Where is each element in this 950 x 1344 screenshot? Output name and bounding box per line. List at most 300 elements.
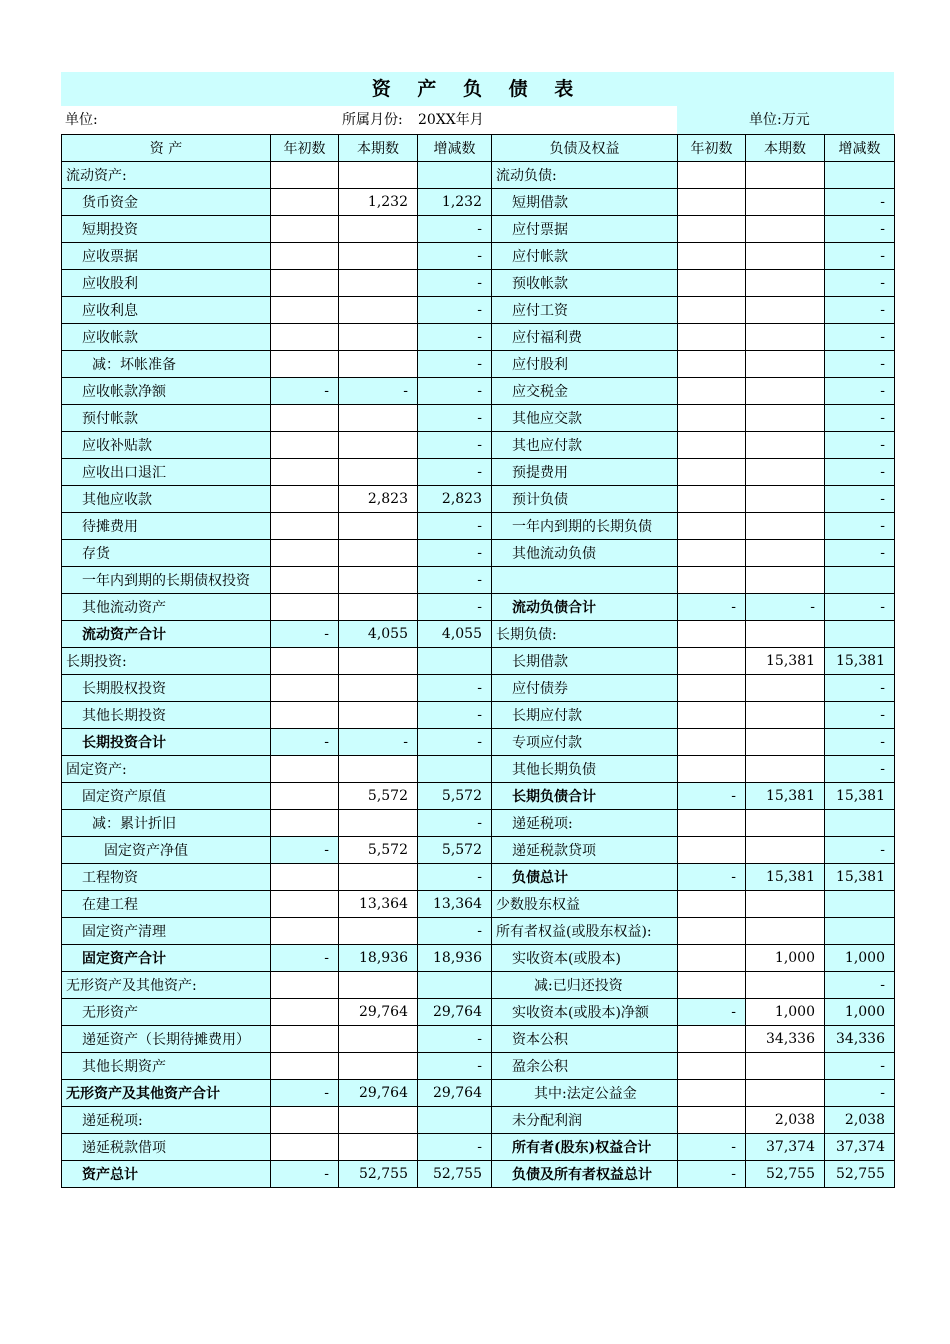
asset-current-value[interactable]: 52,755 bbox=[339, 1161, 418, 1188]
liability-change-value[interactable]: - bbox=[825, 432, 895, 459]
asset-change-value[interactable] bbox=[418, 756, 492, 783]
table-row bbox=[62, 729, 895, 756]
liability-change-value[interactable] bbox=[825, 567, 895, 594]
liability-begin-value[interactable] bbox=[678, 675, 746, 702]
liability-current-value[interactable] bbox=[746, 837, 825, 864]
table-row bbox=[62, 891, 895, 918]
asset-begin-value[interactable] bbox=[271, 297, 339, 324]
asset-change-value[interactable]: 29,764 bbox=[418, 1080, 492, 1107]
liability-current-value[interactable] bbox=[746, 621, 825, 648]
liability-current-value[interactable]: 1,000 bbox=[746, 945, 825, 972]
asset-change-value[interactable]: - bbox=[418, 378, 492, 405]
liability-change-value[interactable] bbox=[825, 810, 895, 837]
liability-begin-value[interactable] bbox=[678, 621, 746, 648]
liability-begin-value[interactable] bbox=[678, 270, 746, 297]
asset-current-value[interactable] bbox=[339, 513, 418, 540]
asset-begin-value[interactable] bbox=[271, 972, 339, 999]
asset-current-value[interactable] bbox=[339, 702, 418, 729]
asset-label: 递延税项: bbox=[62, 1107, 271, 1134]
liability-change-value[interactable]: 52,755 bbox=[825, 1161, 895, 1188]
liability-change-value[interactable]: - bbox=[825, 324, 895, 351]
liability-begin-value[interactable] bbox=[678, 405, 746, 432]
table-row bbox=[62, 1161, 895, 1188]
liability-label: 应付债券 bbox=[492, 675, 678, 702]
asset-begin-value[interactable] bbox=[271, 270, 339, 297]
liability-begin-value[interactable] bbox=[678, 162, 746, 189]
table-row bbox=[62, 756, 895, 783]
liability-change-value[interactable]: 2,038 bbox=[825, 1107, 895, 1134]
liability-begin-value[interactable] bbox=[678, 189, 746, 216]
asset-label: 减：累计折旧 bbox=[62, 810, 271, 837]
asset-current-value[interactable]: - bbox=[339, 378, 418, 405]
asset-current-value[interactable]: - bbox=[339, 729, 418, 756]
asset-current-value[interactable]: 29,764 bbox=[339, 999, 418, 1026]
asset-label: 递延税款借项 bbox=[62, 1134, 271, 1161]
asset-begin-value[interactable] bbox=[271, 459, 339, 486]
asset-change-value[interactable]: - bbox=[418, 297, 492, 324]
asset-begin-value[interactable] bbox=[271, 324, 339, 351]
asset-begin-value[interactable]: - bbox=[271, 837, 339, 864]
liability-current-value[interactable] bbox=[746, 810, 825, 837]
asset-current-value[interactable] bbox=[339, 297, 418, 324]
table-row bbox=[62, 432, 895, 459]
table-row bbox=[62, 675, 895, 702]
asset-change-value[interactable]: - bbox=[418, 243, 492, 270]
liability-current-value[interactable]: 15,381 bbox=[746, 648, 825, 675]
asset-current-value[interactable] bbox=[339, 972, 418, 999]
liability-begin-value[interactable] bbox=[678, 297, 746, 324]
liability-begin-value[interactable]: - bbox=[678, 1134, 746, 1161]
liability-change-value[interactable]: - bbox=[825, 351, 895, 378]
liability-current-value[interactable] bbox=[746, 243, 825, 270]
asset-change-value[interactable]: - bbox=[418, 1026, 492, 1053]
header-change: 增减数 bbox=[418, 135, 492, 162]
asset-current-value[interactable] bbox=[339, 648, 418, 675]
asset-begin-value[interactable]: - bbox=[271, 621, 339, 648]
asset-change-value[interactable]: - bbox=[418, 405, 492, 432]
liability-begin-value[interactable] bbox=[678, 459, 746, 486]
asset-change-value[interactable]: - bbox=[418, 324, 492, 351]
liability-change-value[interactable]: 1,000 bbox=[825, 945, 895, 972]
asset-change-value[interactable]: - bbox=[418, 594, 492, 621]
liability-begin-value[interactable] bbox=[678, 756, 746, 783]
sheet-title: 资 产 负 债 表 bbox=[61, 72, 894, 106]
liability-current-value[interactable] bbox=[746, 675, 825, 702]
table-body bbox=[62, 162, 895, 1188]
liability-begin-value[interactable] bbox=[678, 432, 746, 459]
table-row bbox=[62, 837, 895, 864]
asset-begin-value[interactable] bbox=[271, 1134, 339, 1161]
asset-begin-value[interactable] bbox=[271, 1026, 339, 1053]
asset-label: 工程物资 bbox=[62, 864, 271, 891]
header-change-2: 增减数 bbox=[825, 135, 895, 162]
asset-begin-value[interactable] bbox=[271, 918, 339, 945]
asset-change-value[interactable]: - bbox=[418, 1134, 492, 1161]
asset-change-value[interactable] bbox=[418, 648, 492, 675]
asset-current-value[interactable] bbox=[339, 459, 418, 486]
liability-label: 长期应付款 bbox=[492, 702, 678, 729]
liability-begin-value[interactable]: - bbox=[678, 999, 746, 1026]
liability-label: 长期借款 bbox=[492, 648, 678, 675]
liability-change-value[interactable]: - bbox=[825, 540, 895, 567]
liability-change-value[interactable]: - bbox=[825, 837, 895, 864]
asset-change-value[interactable]: - bbox=[418, 270, 492, 297]
asset-current-value[interactable] bbox=[339, 162, 418, 189]
table-row bbox=[62, 648, 895, 675]
liability-change-value[interactable]: - bbox=[825, 1080, 895, 1107]
asset-begin-value[interactable] bbox=[271, 891, 339, 918]
liability-change-value[interactable]: - bbox=[825, 594, 895, 621]
liability-current-value[interactable] bbox=[746, 459, 825, 486]
liability-begin-value[interactable] bbox=[678, 243, 746, 270]
liability-change-value[interactable]: - bbox=[825, 189, 895, 216]
period-value[interactable]: 20XX年月 bbox=[414, 106, 677, 134]
liability-current-value[interactable] bbox=[746, 162, 825, 189]
liability-begin-value[interactable] bbox=[678, 378, 746, 405]
asset-current-value[interactable]: 29,764 bbox=[339, 1080, 418, 1107]
liability-current-value[interactable]: 15,381 bbox=[746, 783, 825, 810]
liability-change-value[interactable]: 37,374 bbox=[825, 1134, 895, 1161]
liability-begin-value[interactable]: - bbox=[678, 783, 746, 810]
header-begin-2: 年初数 bbox=[678, 135, 746, 162]
asset-label: 一年内到期的长期债权投资 bbox=[62, 567, 271, 594]
liability-current-value[interactable] bbox=[746, 729, 825, 756]
asset-begin-value[interactable] bbox=[271, 594, 339, 621]
liability-current-value[interactable]: 1,000 bbox=[746, 999, 825, 1026]
liability-current-value[interactable] bbox=[746, 972, 825, 999]
liability-begin-value[interactable] bbox=[678, 540, 746, 567]
asset-label: 固定资产: bbox=[62, 756, 271, 783]
asset-current-value[interactable]: 18,936 bbox=[339, 945, 418, 972]
asset-current-value[interactable] bbox=[339, 675, 418, 702]
asset-label: 其他流动资产 bbox=[62, 594, 271, 621]
table-row bbox=[62, 378, 895, 405]
liability-change-value[interactable]: - bbox=[825, 270, 895, 297]
liability-label: 实收资本(或股本) bbox=[492, 945, 678, 972]
liability-current-value[interactable] bbox=[746, 540, 825, 567]
table-row bbox=[62, 270, 895, 297]
asset-begin-value[interactable] bbox=[271, 864, 339, 891]
asset-current-value[interactable] bbox=[339, 594, 418, 621]
asset-current-value[interactable] bbox=[339, 1107, 418, 1134]
asset-change-value[interactable]: - bbox=[418, 540, 492, 567]
table-row bbox=[62, 1026, 895, 1053]
liability-current-value[interactable] bbox=[746, 486, 825, 513]
asset-label: 减：坏帐准备 bbox=[62, 351, 271, 378]
meta-row bbox=[61, 106, 894, 134]
liability-current-value[interactable] bbox=[746, 432, 825, 459]
liability-change-value[interactable]: 34,336 bbox=[825, 1026, 895, 1053]
liability-label: 所有者权益(或股东权益): bbox=[492, 918, 678, 945]
liability-change-value[interactable]: - bbox=[825, 972, 895, 999]
liability-label: 其他长期负债 bbox=[492, 756, 678, 783]
asset-change-value[interactable]: - bbox=[418, 864, 492, 891]
asset-begin-value[interactable] bbox=[271, 783, 339, 810]
asset-change-value[interactable] bbox=[418, 1107, 492, 1134]
asset-change-value[interactable]: 29,764 bbox=[418, 999, 492, 1026]
table-row bbox=[62, 1134, 895, 1161]
asset-current-value[interactable] bbox=[339, 243, 418, 270]
asset-begin-value[interactable] bbox=[271, 567, 339, 594]
asset-current-value[interactable] bbox=[339, 432, 418, 459]
liability-begin-value[interactable] bbox=[678, 918, 746, 945]
liability-change-value[interactable] bbox=[825, 621, 895, 648]
asset-current-value[interactable] bbox=[339, 270, 418, 297]
liability-change-value[interactable] bbox=[825, 891, 895, 918]
liability-change-value[interactable]: 15,381 bbox=[825, 648, 895, 675]
liability-current-value[interactable]: 34,336 bbox=[746, 1026, 825, 1053]
liability-change-value[interactable]: - bbox=[825, 216, 895, 243]
liability-begin-value[interactable] bbox=[678, 945, 746, 972]
liability-change-value[interactable]: 1,000 bbox=[825, 999, 895, 1026]
asset-begin-value[interactable] bbox=[271, 810, 339, 837]
liability-current-value[interactable] bbox=[746, 567, 825, 594]
liability-begin-value[interactable] bbox=[678, 729, 746, 756]
liability-begin-value[interactable]: - bbox=[678, 1161, 746, 1188]
asset-change-value[interactable]: - bbox=[418, 351, 492, 378]
liability-current-value[interactable] bbox=[746, 918, 825, 945]
asset-change-value[interactable]: - bbox=[418, 513, 492, 540]
asset-current-value[interactable] bbox=[339, 756, 418, 783]
asset-begin-value[interactable]: - bbox=[271, 1161, 339, 1188]
asset-label: 无形资产及其他资产: bbox=[62, 972, 271, 999]
liability-begin-value[interactable] bbox=[678, 972, 746, 999]
asset-change-value[interactable]: - bbox=[418, 918, 492, 945]
liability-begin-value[interactable] bbox=[678, 486, 746, 513]
liability-begin-value[interactable] bbox=[678, 702, 746, 729]
asset-begin-value[interactable]: - bbox=[271, 1080, 339, 1107]
asset-label: 固定资产原值 bbox=[62, 783, 271, 810]
asset-begin-value[interactable] bbox=[271, 1107, 339, 1134]
asset-begin-value[interactable] bbox=[271, 756, 339, 783]
asset-change-value[interactable]: - bbox=[418, 810, 492, 837]
asset-current-value[interactable] bbox=[339, 864, 418, 891]
liability-current-value[interactable] bbox=[746, 405, 825, 432]
asset-current-value[interactable]: 5,572 bbox=[339, 837, 418, 864]
liability-label: 预提费用 bbox=[492, 459, 678, 486]
asset-begin-value[interactable] bbox=[271, 351, 339, 378]
liability-label: 一年内到期的长期负债 bbox=[492, 513, 678, 540]
asset-change-value[interactable]: - bbox=[418, 702, 492, 729]
liability-begin-value[interactable] bbox=[678, 567, 746, 594]
asset-label: 其他长期资产 bbox=[62, 1053, 271, 1080]
liability-begin-value[interactable] bbox=[678, 351, 746, 378]
liability-change-value[interactable]: - bbox=[825, 702, 895, 729]
asset-begin-value[interactable]: - bbox=[271, 378, 339, 405]
asset-change-value[interactable] bbox=[418, 972, 492, 999]
asset-current-value[interactable] bbox=[339, 1134, 418, 1161]
liability-change-value[interactable]: - bbox=[825, 513, 895, 540]
liability-current-value[interactable] bbox=[746, 702, 825, 729]
liability-current-value[interactable]: 52,755 bbox=[746, 1161, 825, 1188]
table-row bbox=[62, 702, 895, 729]
table-row bbox=[62, 594, 895, 621]
asset-change-value[interactable]: 5,572 bbox=[418, 837, 492, 864]
asset-current-value[interactable]: 13,364 bbox=[339, 891, 418, 918]
asset-label: 长期投资: bbox=[62, 648, 271, 675]
asset-label: 固定资产清理 bbox=[62, 918, 271, 945]
asset-current-value[interactable] bbox=[339, 540, 418, 567]
liability-begin-value[interactable] bbox=[678, 216, 746, 243]
liability-begin-value[interactable]: - bbox=[678, 864, 746, 891]
liability-current-value[interactable] bbox=[746, 891, 825, 918]
liability-begin-value[interactable] bbox=[678, 1053, 746, 1080]
asset-label: 无形资产 bbox=[62, 999, 271, 1026]
liability-label: 流动负债合计 bbox=[492, 594, 678, 621]
asset-begin-value[interactable] bbox=[271, 1053, 339, 1080]
liability-begin-value[interactable] bbox=[678, 837, 746, 864]
liability-change-value[interactable] bbox=[825, 162, 895, 189]
liability-begin-value[interactable]: - bbox=[678, 594, 746, 621]
asset-begin-value[interactable]: - bbox=[271, 729, 339, 756]
asset-begin-value[interactable] bbox=[271, 162, 339, 189]
liability-change-value[interactable]: - bbox=[825, 729, 895, 756]
liability-current-value[interactable]: 37,374 bbox=[746, 1134, 825, 1161]
liability-current-value[interactable] bbox=[746, 513, 825, 540]
liability-label: 长期负债: bbox=[492, 621, 678, 648]
liability-label: 负债总计 bbox=[492, 864, 678, 891]
asset-current-value[interactable] bbox=[339, 567, 418, 594]
asset-change-value[interactable]: - bbox=[418, 1053, 492, 1080]
table-row bbox=[62, 621, 895, 648]
asset-current-value[interactable] bbox=[339, 810, 418, 837]
header-current-2: 本期数 bbox=[746, 135, 825, 162]
asset-change-value[interactable]: - bbox=[418, 459, 492, 486]
liability-label: 少数股东权益 bbox=[492, 891, 678, 918]
liability-label: 资本公积 bbox=[492, 1026, 678, 1053]
balance-sheet bbox=[61, 72, 894, 1188]
liability-current-value[interactable]: - bbox=[746, 594, 825, 621]
liability-current-value[interactable]: 15,381 bbox=[746, 864, 825, 891]
liability-change-value[interactable] bbox=[825, 918, 895, 945]
liability-begin-value[interactable] bbox=[678, 648, 746, 675]
asset-begin-value[interactable] bbox=[271, 432, 339, 459]
asset-current-value[interactable] bbox=[339, 918, 418, 945]
asset-label: 固定资产净值 bbox=[62, 837, 271, 864]
asset-change-value[interactable]: 52,755 bbox=[418, 1161, 492, 1188]
liability-current-value[interactable]: 2,038 bbox=[746, 1107, 825, 1134]
liability-begin-value[interactable] bbox=[678, 1026, 746, 1053]
liability-current-value[interactable] bbox=[746, 216, 825, 243]
table-row bbox=[62, 351, 895, 378]
asset-current-value[interactable] bbox=[339, 1026, 418, 1053]
liability-change-value[interactable]: - bbox=[825, 756, 895, 783]
liability-begin-value[interactable] bbox=[678, 891, 746, 918]
asset-begin-value[interactable]: - bbox=[271, 945, 339, 972]
asset-begin-value[interactable] bbox=[271, 702, 339, 729]
header-assets: 资 产 bbox=[62, 135, 271, 162]
liability-label: 负债及所有者权益总计 bbox=[492, 1161, 678, 1188]
asset-label: 流动资产: bbox=[62, 162, 271, 189]
asset-label: 短期投资 bbox=[62, 216, 271, 243]
asset-current-value[interactable] bbox=[339, 1053, 418, 1080]
asset-begin-value[interactable] bbox=[271, 405, 339, 432]
liability-label: 递延税项: bbox=[492, 810, 678, 837]
liability-change-value[interactable]: - bbox=[825, 405, 895, 432]
liability-current-value[interactable] bbox=[746, 270, 825, 297]
asset-begin-value[interactable] bbox=[271, 189, 339, 216]
asset-current-value[interactable] bbox=[339, 351, 418, 378]
asset-change-value[interactable]: - bbox=[418, 729, 492, 756]
asset-change-value[interactable]: - bbox=[418, 675, 492, 702]
liability-current-value[interactable] bbox=[746, 189, 825, 216]
liability-change-value[interactable]: - bbox=[825, 459, 895, 486]
asset-label: 在建工程 bbox=[62, 891, 271, 918]
liability-change-value[interactable]: - bbox=[825, 297, 895, 324]
liability-change-value[interactable]: 15,381 bbox=[825, 864, 895, 891]
liability-begin-value[interactable] bbox=[678, 810, 746, 837]
currency-cell bbox=[677, 106, 894, 134]
liability-change-value[interactable]: 15,381 bbox=[825, 783, 895, 810]
liability-label: 未分配利润 bbox=[492, 1107, 678, 1134]
asset-begin-value[interactable] bbox=[271, 648, 339, 675]
liability-current-value[interactable] bbox=[746, 324, 825, 351]
asset-change-value[interactable]: 18,936 bbox=[418, 945, 492, 972]
asset-change-value[interactable]: 4,055 bbox=[418, 621, 492, 648]
liability-begin-value[interactable] bbox=[678, 513, 746, 540]
liability-change-value[interactable]: - bbox=[825, 378, 895, 405]
asset-begin-value[interactable] bbox=[271, 675, 339, 702]
liability-change-value[interactable]: - bbox=[825, 243, 895, 270]
asset-begin-value[interactable] bbox=[271, 243, 339, 270]
asset-current-value[interactable] bbox=[339, 405, 418, 432]
asset-label: 应收利息 bbox=[62, 297, 271, 324]
asset-change-value[interactable]: - bbox=[418, 216, 492, 243]
asset-change-value[interactable]: 2,823 bbox=[418, 486, 492, 513]
liability-current-value[interactable] bbox=[746, 297, 825, 324]
asset-current-value[interactable] bbox=[339, 216, 418, 243]
liability-label: 应交税金 bbox=[492, 378, 678, 405]
liability-change-value[interactable]: - bbox=[825, 486, 895, 513]
table-row bbox=[62, 162, 895, 189]
table-row bbox=[62, 567, 895, 594]
asset-begin-value[interactable] bbox=[271, 540, 339, 567]
liability-begin-value[interactable] bbox=[678, 324, 746, 351]
asset-label: 流动资产合计 bbox=[62, 621, 271, 648]
asset-label: 存货 bbox=[62, 540, 271, 567]
asset-change-value[interactable]: 1,232 bbox=[418, 189, 492, 216]
asset-begin-value[interactable] bbox=[271, 486, 339, 513]
table-row bbox=[62, 783, 895, 810]
liability-current-value[interactable] bbox=[746, 1080, 825, 1107]
asset-current-value[interactable]: 5,572 bbox=[339, 783, 418, 810]
asset-current-value[interactable]: 4,055 bbox=[339, 621, 418, 648]
asset-change-value[interactable] bbox=[418, 162, 492, 189]
liability-change-value[interactable]: - bbox=[825, 1053, 895, 1080]
asset-change-value[interactable]: 13,364 bbox=[418, 891, 492, 918]
liability-current-value[interactable] bbox=[746, 756, 825, 783]
liability-begin-value[interactable] bbox=[678, 1080, 746, 1107]
asset-current-value[interactable]: 2,823 bbox=[339, 486, 418, 513]
asset-begin-value[interactable] bbox=[271, 216, 339, 243]
liability-current-value[interactable] bbox=[746, 351, 825, 378]
asset-current-value[interactable]: 1,232 bbox=[339, 189, 418, 216]
asset-begin-value[interactable] bbox=[271, 513, 339, 540]
liability-label: 其也应付款 bbox=[492, 432, 678, 459]
balance-table bbox=[61, 134, 895, 1188]
asset-change-value[interactable]: - bbox=[418, 432, 492, 459]
asset-current-value[interactable] bbox=[339, 324, 418, 351]
asset-label: 应收补贴款 bbox=[62, 432, 271, 459]
liability-label: 所有者(股东)权益合计 bbox=[492, 1134, 678, 1161]
liability-begin-value[interactable] bbox=[678, 1107, 746, 1134]
liability-current-value[interactable] bbox=[746, 378, 825, 405]
asset-begin-value[interactable] bbox=[271, 999, 339, 1026]
asset-change-value[interactable]: 5,572 bbox=[418, 783, 492, 810]
asset-change-value[interactable]: - bbox=[418, 567, 492, 594]
liability-change-value[interactable]: - bbox=[825, 675, 895, 702]
liability-current-value[interactable] bbox=[746, 1053, 825, 1080]
